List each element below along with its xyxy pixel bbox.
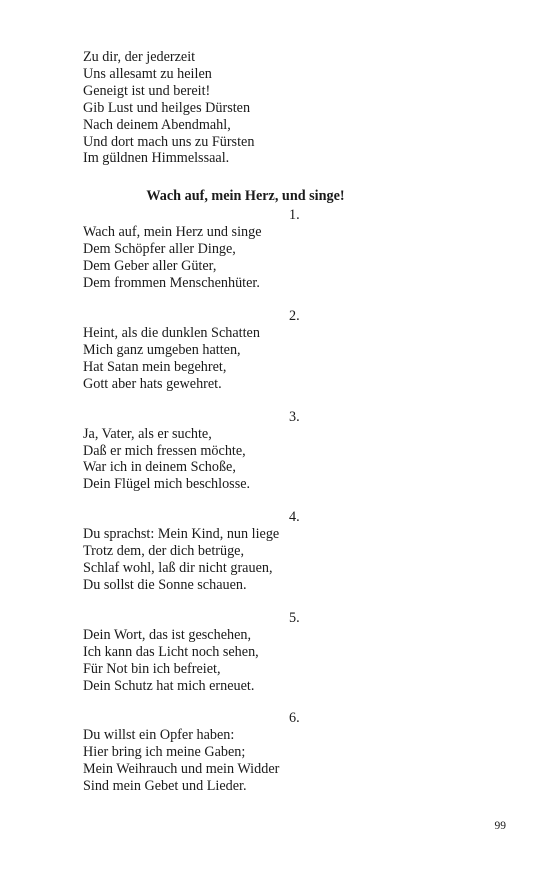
verse-line: Zu dir, der jederzeit bbox=[83, 49, 196, 65]
verse-line: Dein Schutz hat mich erneuet. bbox=[83, 677, 255, 694]
verse-line: Daß er mich fressen möchte, bbox=[83, 442, 246, 459]
verse-line: War ich in deinem Schoße, bbox=[83, 459, 236, 476]
verse-line: Dem Geber aller Güter, bbox=[83, 258, 217, 275]
verse-line: Dem Schöpfer aller Dinge, bbox=[83, 241, 236, 258]
stanza-5 bbox=[83, 610, 408, 695]
intro-stanza bbox=[83, 49, 408, 167]
text-column bbox=[83, 49, 408, 811]
verse-line: Ich kann das Licht noch sehen, bbox=[83, 643, 259, 660]
verse-line: Schlaf wohl, laß dir nicht grauen, bbox=[83, 560, 273, 577]
verse-line: Heint, als die dunklen Schatten bbox=[83, 324, 260, 341]
verse-line: Mich ganz umgeben hatten, bbox=[83, 341, 241, 358]
verse-line: Ja, Vater, als er suchte, bbox=[83, 425, 212, 442]
stanza-4 bbox=[83, 509, 408, 594]
stanza-number: 5. bbox=[289, 609, 300, 626]
stanza-number: 2. bbox=[289, 307, 300, 324]
page-number: 99 bbox=[494, 820, 506, 832]
verse-line: Wach auf, mein Herz und singe bbox=[83, 224, 262, 241]
stanza-1 bbox=[83, 207, 408, 292]
stanza-number: 1. bbox=[289, 207, 300, 224]
verse-line: Dein Flügel mich beschlosse. bbox=[83, 476, 251, 493]
stanza-number: 6. bbox=[289, 710, 300, 727]
stanza-6 bbox=[83, 710, 408, 795]
verse-line: Uns allesamt zu heilen bbox=[83, 65, 212, 82]
verse-line: Gott aber hats gewehret. bbox=[83, 375, 222, 392]
verse-line: Du sprachst: Mein Kind, nun liege bbox=[83, 526, 280, 543]
verse-line: Gib Lust und heilges Dürsten bbox=[83, 99, 251, 116]
verse-line: Dem frommen Menschenhüter. bbox=[83, 275, 260, 292]
verse-line: Mein Weihrauch und mein Widder bbox=[83, 761, 280, 778]
verse-line: Dein Wort, das ist geschehen, bbox=[83, 626, 252, 643]
verse-line: Nach deinem Abendmahl, bbox=[83, 116, 231, 133]
verse-line: Für Not bin ich befreiet, bbox=[83, 660, 221, 677]
stanza-2 bbox=[83, 308, 408, 393]
verse-line: Und dort mach uns zu Fürsten bbox=[83, 133, 255, 150]
verse-line: Du sollst die Sonne schauen. bbox=[83, 576, 247, 593]
verse-line: Hat Satan mein begehret, bbox=[83, 358, 227, 375]
verse-line: Geneigt ist und bereit! bbox=[83, 82, 211, 99]
stanza-number: 3. bbox=[289, 408, 300, 425]
verse-line: Hier bring ich meine Gaben; bbox=[83, 744, 246, 761]
stanza-3 bbox=[83, 409, 408, 494]
verse-line: Sind mein Gebet und Lieder. bbox=[83, 778, 247, 795]
verse-line: Im güldnen Himmelssaal. bbox=[83, 150, 230, 167]
stanza-number: 4. bbox=[289, 509, 300, 526]
verse-line: Trotz dem, der dich betrüge, bbox=[83, 543, 245, 560]
verse-line: Du willst ein Opfer haben: bbox=[83, 727, 235, 744]
hymn-title: Wach auf, mein Herz, und singe! bbox=[146, 188, 345, 205]
